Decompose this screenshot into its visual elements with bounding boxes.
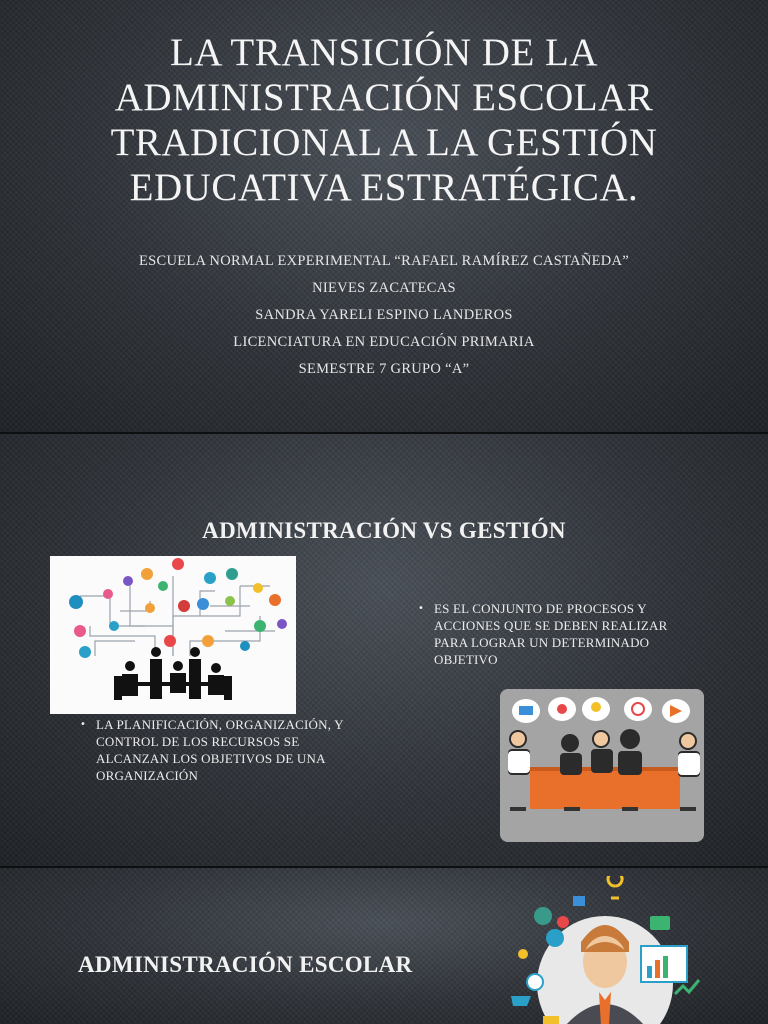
team-meeting-illustration [500, 689, 704, 842]
school-administration-slide [0, 868, 768, 1024]
title-line: LA TRANSICIÓN DE LA [169, 31, 599, 74]
presentation-subtitle [40, 248, 728, 383]
cart-icon [511, 996, 531, 1006]
title-slide [0, 0, 768, 432]
administracion-definition [80, 716, 366, 784]
presentation-title [40, 30, 728, 210]
administracion-definition-text: LA PLANIFICACIÓN, ORGANIZACIÓN, Y CONTROL DE LOS RECURSOS SE ALCANZAN LOS OBJETIVOS DE UNA ORGANIZACIÓN [96, 717, 344, 783]
author-name: SANDRA YARELI ESPINO LANDEROS [255, 307, 513, 323]
title-line: EDUCATIVA ESTRATÉGICA. [129, 166, 639, 209]
business-network-image [50, 556, 296, 714]
team-meeting-image [500, 689, 704, 842]
comparison-slide [0, 434, 768, 866]
briefcase-icon [650, 916, 670, 930]
bullet-dot: • [80, 719, 87, 730]
slide-title: ADMINISTRACIÓN VS GESTIÓN [202, 518, 566, 543]
gestion-definition [418, 600, 700, 668]
school-name: ESCUELA NORMAL EXPERIMENTAL “RAFAEL RAMÍREZ CASTAÑEDA” [138, 253, 630, 269]
semester-group: SEMESTRE 7 GRUPO “A” [298, 361, 470, 377]
bullet-dot: • [418, 603, 425, 614]
calendar-icon [573, 896, 585, 906]
slide-title: ADMINISTRACIÓN ESCOLAR [78, 952, 413, 977]
gear-icon [534, 907, 552, 925]
location: NIEVES ZACATECAS [312, 280, 456, 296]
title-line: ADMINISTRACIÓN ESCOLAR [114, 76, 654, 119]
businessman-illustration [505, 876, 715, 1024]
network-illustration [50, 556, 296, 714]
lightbulb-icon [608, 876, 622, 898]
gestion-definition-text: ES EL CONJUNTO DE PROCESOS Y ACCIONES QUE SE DEBEN REALIZAR PARA LOGRAR UN DETERMINADO OBJETIVO [434, 601, 668, 667]
title-line: TRADICIONAL A LA GESTIÓN [110, 121, 658, 164]
degree-program: LICENCIATURA EN EDUCACIÓN PRIMARIA [233, 334, 535, 350]
